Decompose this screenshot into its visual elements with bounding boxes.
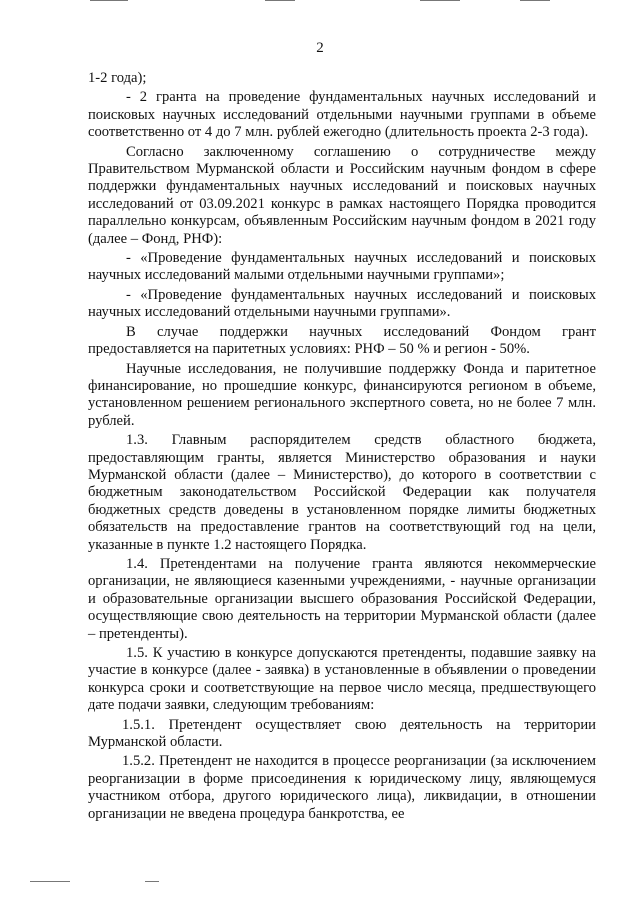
paragraph: 1.4. Претендентами на получение гранта являются некоммерческие организации, не являющиеся казенными учреждениями, - научные организации и образовательные организации высшего образования Российской Федерации, осуществляющие свою деятельность на территории Мурманской области (далее – претенденты). [88,555,596,642]
paragraph: 1.3. Главным распорядителем средств областного бюджета, предоставляющим гранты, является Министерство образования и науки Мурманской области (далее – Министерство), до которого в соответствии с бюджетным законодательством Российской Федерации как получателя бюджетных средств доведены в установленном порядке лимиты бюджетных обязательств на предоставление грантов на соответствующий год на цели, указанные в пункте 1.2 настоящего Порядка. [88,432,596,553]
bottom-scan-mark-left [30,881,70,882]
top-scan-mark-right [420,0,460,1]
paragraph: Научные исследования, не получившие поддержку Фонда и паритетное финансирование, но прошедшие конкурс, финансируются регионом в объеме, установленном решением регионального экспертного совета, но не более 7 млн. рублей. [88,360,596,429]
paragraph: 1-2 года); [88,70,147,86]
document-body [88,70,596,825]
top-scan-mark-far-right [520,0,550,1]
paragraph: В случае поддержки научных исследований Фондом грант предоставляется на паритетных условиях: РНФ – 50 % и регион - 50%. [88,323,596,358]
bottom-scan-mark-right [145,881,159,882]
paragraph: - 2 гранта на проведение фундаментальных научных исследований и поисковых научных исследований отдельными научными группами в объеме соответственно от 4 до 7 млн. рублей ежегодно (длительность проекта 2-3 года). [88,89,596,141]
paragraph: 1.5. К участию в конкурсе допускаются претенденты, подавшие заявку на участие в конкурсе (далее - заявка) в установленные в объявлении о проведении конкурса сроки и соответствующие на первое число месяца, предшествующего дате подачи заявки, следующим требованиям: [88,645,596,714]
paragraph: 1.5.1. Претендент осуществляет свою деятельность на территории Мурманской области. [88,716,596,751]
page-number: 2 [316,40,324,56]
top-scan-mark-left [90,0,128,1]
paragraph: Согласно заключенному соглашению о сотрудничестве между Правительством Мурманской области и Российским научным фондом в сфере поддержки фундаментальных научных исследований и поисковых научных исследований от 03.09.2021 конкурс в рамках настоящего Порядка проводится параллельно конкурсам, объявленным Российским научным фондом в 2021 году (далее – Фонд, РНФ): [88,143,596,247]
top-scan-mark-center [265,0,295,1]
paragraph: - «Проведение фундаментальных научных исследований и поисковых научных исследований отдельными научными группами». [88,286,596,321]
paragraph: - «Проведение фундаментальных научных исследований и поисковых научных исследований малыми отдельными научными группами»; [88,250,596,284]
paragraph: 1.5.2. Претендент не находится в процессе реорганизации (за исключением реорганизации в форме присоединения к юридическому лицу, являющемуся участником отбора, другого юридического лица), ликвидации, в отношении организации не введена процедура банкротства, ее [88,753,596,822]
